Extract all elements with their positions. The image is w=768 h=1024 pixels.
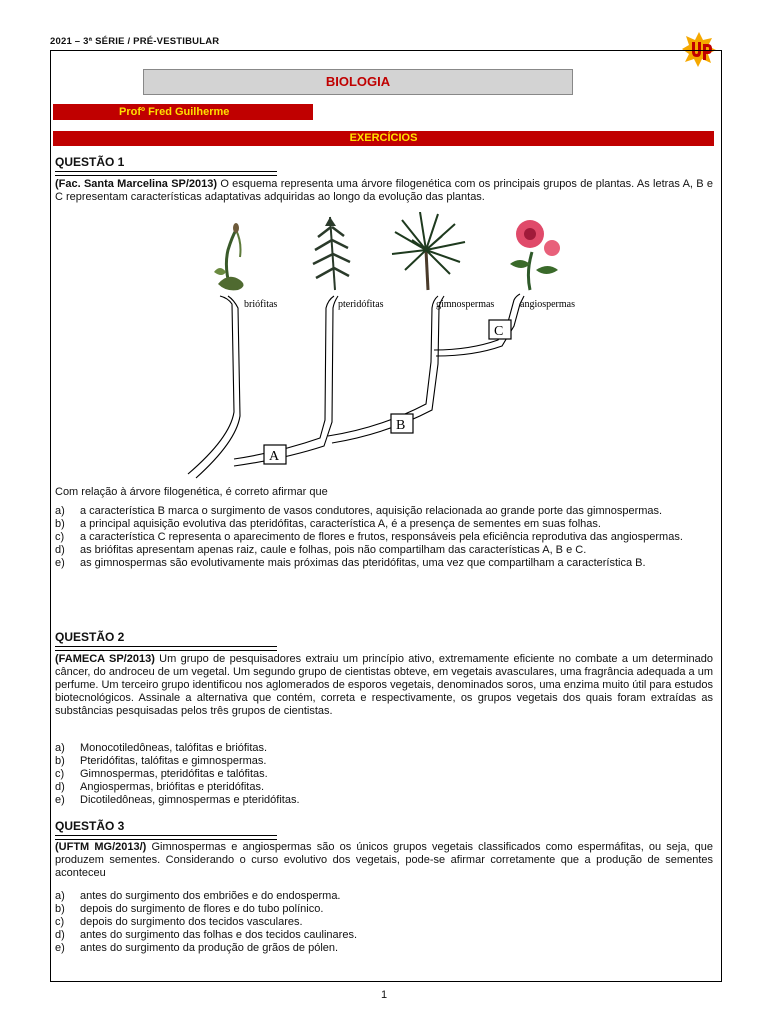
fern-illustration [313, 217, 350, 290]
option-item[interactable]: c) Gimnospermas, pteridófitas e talófitas. [55, 768, 268, 780]
question-2-options [55, 742, 713, 807]
question-3-source: (UFTM MG/2013/) [55, 841, 147, 853]
conifer-illustration [392, 212, 465, 290]
question-1-text: O esquema representa uma árvore filogenética com os principais grupos de plantas. As letras A, B e C representam características adaptativas adquiridas ao longo da evolução das plantas. [55, 178, 713, 203]
question-2-source: (FAMECA SP/2013) [55, 653, 155, 665]
question-2-text: Um grupo de pesquisadores extraiu um princípio ativo, extremamente eficiente no combate a um determinado câncer, do androceu de um vegetal. Um segundo grupo de cientistas obteve, em vegetais avasculares, uma fragrância adequada a um perfume. Um terceiro grupo identificou nos aglomerados de esporos vegetais, denominados soros, uma enzima muito útil para estudos biotecnológicos. Assinale a alternativa que contém, correta e respectivamente, os grupos vegetais dos quais foram extraídas as substâncias pesquisadas pelos três grupos de cientistas. [55, 653, 713, 717]
option-item[interactable]: b) Pteridófitas, talófitas e gimnospermas. [55, 755, 267, 767]
question-2-title: QUESTÃO 2 [55, 630, 125, 644]
option-item[interactable]: b) a principal aquisição evolutiva das pteridófitas, característica A, é a presença de sementes em suas folhas. [55, 518, 601, 530]
page-number: 1 [380, 989, 388, 1001]
bryophyte-illustration [214, 223, 244, 290]
question-1-title: QUESTÃO 1 [55, 155, 125, 169]
option-item[interactable]: e) as gimnospermas são evolutivamente mais próximas das pteridófitas, uma vez que compartilham a característica B. [55, 557, 646, 569]
option-item[interactable]: c) a característica C representa o aparecimento de flores e frutos, responsáveis pela eficiência reprodutiva das angiospermas. [55, 531, 683, 543]
tree-marker-c: C [494, 324, 504, 339]
tree-label-pteridophytes: pteridófitas [338, 299, 384, 310]
option-item[interactable]: d) Angiospermas, briófitas e pteridófitas. [55, 781, 265, 793]
question-2-statement [55, 653, 713, 718]
question-1-source: (Fac. Santa Marcelina SP/2013) [55, 178, 218, 190]
option-item[interactable]: e) antes do surgimento da produção de grãos de pólen. [55, 942, 339, 954]
question-1-options [55, 505, 713, 570]
option-item[interactable]: a) a característica B marca o surgimento de vasos condutores, aquisição relacionada ao grande porte das gimnospermas. [55, 505, 663, 517]
tree-label-gymnosperms: gimnospermas [436, 299, 495, 310]
option-item[interactable]: c) depois do surgimento dos tecidos vasculares. [55, 916, 303, 928]
tree-label-bryophytes: briófitas [244, 299, 278, 310]
angiosperm-flower-illustration [510, 220, 560, 290]
option-item[interactable]: a) antes do surgimento dos embriões e do endosperma. [55, 890, 341, 902]
tree-label-angiosperms: angiospermas [520, 299, 575, 310]
subject-title: BIOLOGIA [143, 69, 573, 95]
section-title: EXERCÍCIOS [53, 131, 714, 146]
professor-name: Profº Fred Guilherme [53, 104, 313, 120]
option-item[interactable]: a) Monocotiledôneas, talófitas e briófitas. [55, 742, 268, 754]
question-3-title: QUESTÃO 3 [55, 819, 125, 833]
question-1-statement [55, 178, 713, 204]
phylogenetic-tree-diagram [180, 212, 600, 484]
tree-marker-b: B [396, 418, 406, 433]
tree-marker-a: A [269, 449, 280, 464]
question-2-rule [55, 646, 277, 651]
option-item[interactable]: d) antes do surgimento das folhas e dos tecidos caulinares. [55, 929, 357, 941]
logo-text: UP [680, 30, 682, 31]
page-header-series: 2021 – 3ª SÉRIE / PRÉ-VESTIBULAR [50, 36, 220, 47]
tree-branches [188, 294, 524, 478]
question-1-rule [55, 171, 277, 176]
question-3-options [55, 890, 713, 955]
question-1-intro: Com relação à árvore filogenética, é correto afirmar que [55, 486, 328, 498]
option-item[interactable]: d) as briófitas apresentam apenas raiz, caule e folhas, pois não compartilham das características A, B e C. [55, 544, 587, 556]
question-3-text: Gimnospermas e angiospermas são os únicos grupos vegetais classificados como espermáfitas, ou seja, que produzem sementes. Considerando o curso evolutivo dos vegetais, pode-se afirmar corretamente que a produção de sementes aconteceu [55, 841, 714, 879]
question-3-rule [55, 835, 277, 840]
option-item[interactable]: b) depois do surgimento de flores e do tubo polínico. [55, 903, 324, 915]
question-3-statement [55, 841, 713, 880]
option-item[interactable]: e) Dicotiledôneas, gimnospermas e pteridófitas. [55, 794, 300, 806]
